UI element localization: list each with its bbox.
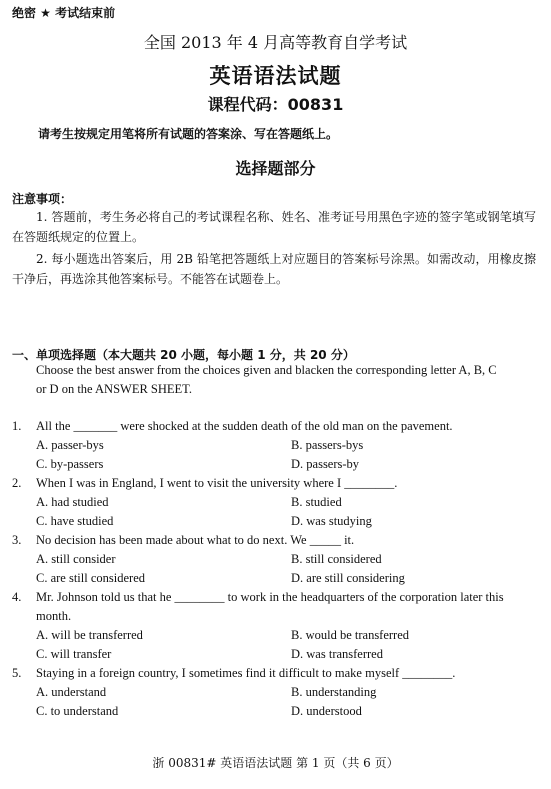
option-b: B. would be transferred [291, 628, 410, 642]
option-d: D. was studying [291, 514, 372, 528]
question-stem: All the _______ were shocked at the sudden death of the old man on the pavement. [36, 419, 453, 433]
section-heading: 选择题部分 [235, 159, 316, 178]
option-a: A. will be transferred [36, 628, 143, 642]
option-b: B. passers-bys [291, 438, 364, 452]
note-item: 2. 每小题选出答案后，用 2B 铅笔把答题纸上对应题目的答案标号涂黑。如需改动，用橡皮擦干净后，再选涂其他答案标号。不能答在试题卷上。 [12, 252, 536, 286]
question-stem: No decision has been made about what to do next. We _____ it. [36, 533, 355, 547]
notes-title: 注意事项： [12, 192, 73, 206]
question-number: 3. [12, 533, 22, 547]
option-a: A. had studied [36, 495, 109, 509]
question-stem-continued: month. [36, 609, 72, 623]
answer-instruction: 请考生按规定用笔将所有试题的答案涂、写在答题纸上。 [38, 127, 339, 141]
option-b: B. still considered [291, 552, 382, 566]
option-c: C. are still considered [36, 571, 145, 585]
subject-title: 英语语法试题 [209, 64, 342, 88]
part-heading: 一、单项选择题（本大题共 20 小题，每小题 1 分，共 20 分） [12, 348, 355, 362]
option-c: C. to understand [36, 704, 119, 718]
question-number: 5. [12, 666, 22, 680]
option-c: C. by-passers [36, 457, 104, 471]
option-d: D. passers-by [291, 457, 360, 471]
question-stem: When I was in England, I went to visit the university where I ________. [36, 476, 398, 490]
question-number: 4. [12, 590, 22, 604]
option-c: C. have studied [36, 514, 114, 528]
option-a: A. still consider [36, 552, 116, 566]
course-code: 课程代码：00831 [207, 95, 344, 114]
confidential-label: 绝密 ★ 考试结束前 [12, 6, 116, 20]
option-c: C. will transfer [36, 647, 112, 661]
exam-title: 全国 2013 年 4 月高等教育自学考试 [143, 33, 408, 52]
option-d: D. are still considering [291, 571, 405, 585]
question-number: 2. [12, 476, 22, 490]
option-d: D. was transferred [291, 647, 383, 661]
question-stem: Staying in a foreign country, I sometimes find it difficult to make myself ________. [36, 666, 456, 680]
question-stem: Mr. Johnson told us that he ________ to work in the headquarters of the corporation later this [36, 590, 504, 604]
option-b: B. studied [291, 495, 342, 509]
option-a: A. understand [36, 685, 107, 699]
part-directions: Choose the best answer from the choices given and blacken the corresponding letter A, B, C or D on the ANSWER SHEET. [36, 363, 497, 396]
option-d: D. understood [291, 704, 362, 718]
page-footer: 浙 00831# 英语语法试题 第 1 页（共 6 页） [152, 756, 399, 770]
question-number: 1. [12, 419, 22, 433]
option-a: A. passer-bys [36, 438, 104, 452]
option-b: B. understanding [291, 685, 377, 699]
note-item: 1. 答题前，考生务必将自己的考试课程名称、姓名、准考证号用黑色字迹的签字笔或钢笔填写在答题纸规定的位置上。 [12, 210, 536, 244]
